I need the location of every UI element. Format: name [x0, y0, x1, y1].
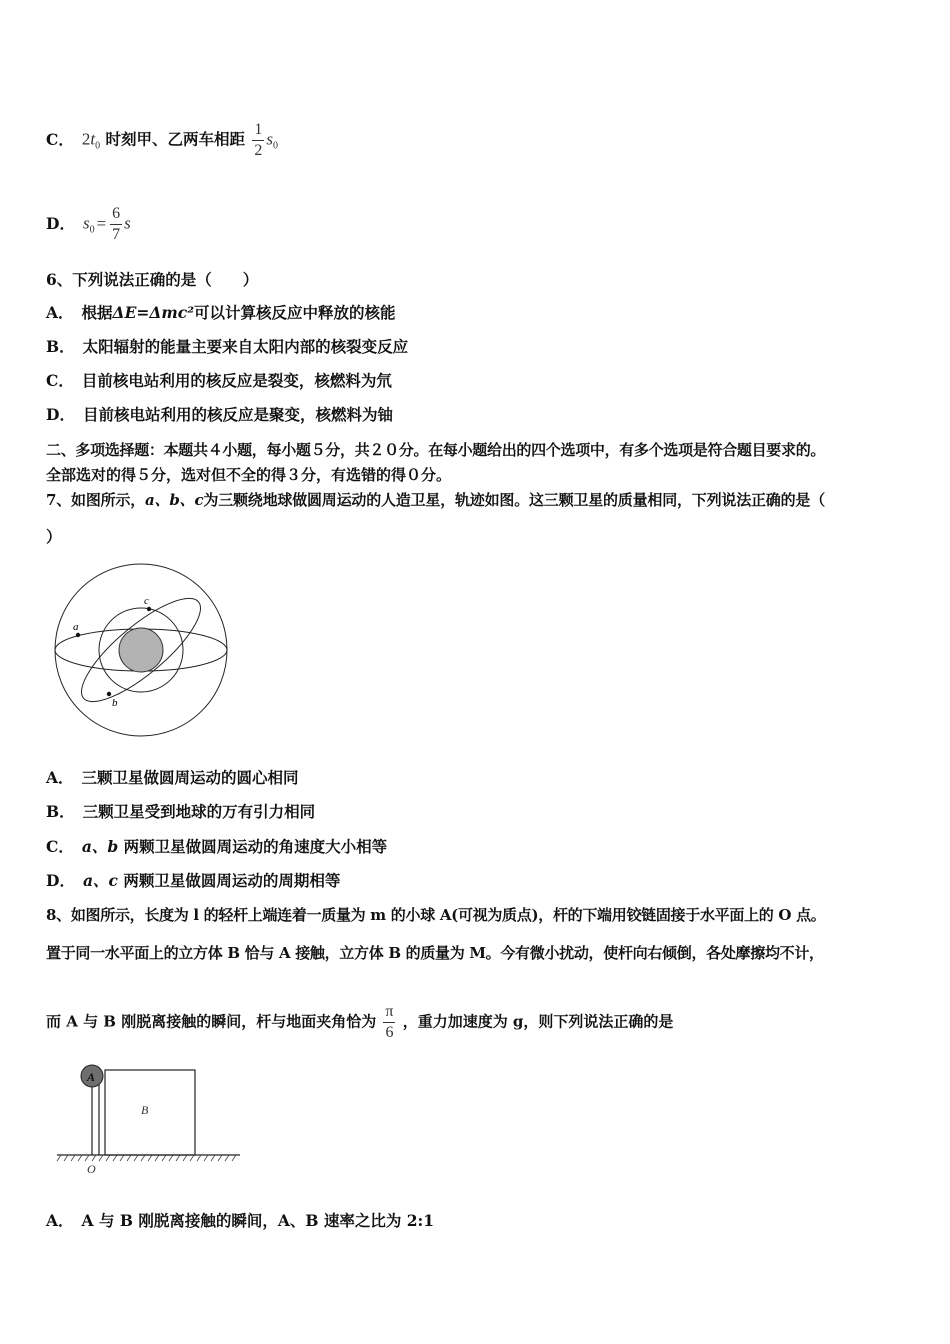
fraction-bar: [110, 224, 122, 225]
fraction-bar: [252, 140, 264, 141]
q7-stem-suffix: 为三颗绕地球做圆周运动的人造卫星，轨迹如图。这三颗卫星的质量相同，下列说法正确的是（: [203, 491, 825, 509]
fraction-pi-over-six: [383, 1004, 395, 1041]
fraction-numerator: π: [385, 1003, 394, 1020]
option-letter: D．: [46, 213, 75, 233]
q7-option-d: [46, 871, 340, 891]
option-variables: a、b: [81, 837, 119, 856]
option-text: 两颗卫星做圆周运动的角速度大小相等: [123, 837, 388, 856]
math-coefficient: 2: [81, 129, 91, 149]
q7-option-c: [46, 837, 387, 857]
option-letter: A．: [46, 768, 74, 787]
q8-stem-line3-suffix: ，重力加速度为 g，则下列说法正确的是: [402, 1012, 674, 1031]
label-a: a: [73, 621, 79, 633]
earth: [119, 628, 163, 672]
section2-heading-line1: 二、多项选择题：本题共４小题，每小题５分，共２０分。在每小题给出的四个选项中，有多个选项是符合题目要求的。: [46, 441, 826, 459]
satellite-b-dot: [107, 692, 111, 696]
math-subscript: 0: [273, 140, 279, 152]
math-variable-s: s: [124, 213, 131, 233]
fraction-bar: [383, 1022, 395, 1023]
math-variable-s: s: [266, 129, 274, 149]
satellite-orbit-figure: [52, 562, 232, 742]
rod-cube-figure: [55, 1050, 255, 1180]
math-variable-s: s: [82, 213, 90, 233]
q5-option-d: [46, 206, 131, 243]
fraction-six-sevenths: [110, 206, 122, 243]
option-text: 目前核电站利用的核反应是裂变，核燃料为氘: [81, 371, 392, 390]
q7-option-a: [46, 768, 299, 788]
fraction-denominator: 2: [254, 142, 263, 159]
option-text: 三颗卫星受到地球的万有引力相同: [82, 802, 316, 821]
math-subscript: 0: [95, 140, 101, 152]
option-variables: a、c: [82, 871, 118, 890]
fraction-numerator: 1: [254, 121, 263, 138]
math-variable-t: t: [90, 129, 96, 149]
satellite-c-dot: [147, 607, 151, 611]
fraction-half: [252, 122, 264, 159]
q8-stem-line1: 8、如图所示，长度为 l 的轻杆上端连着一质量为 m 的小球 A(可视为质点)，杆的下端用铰链固接于水平面上的 O 点。: [46, 906, 826, 924]
option-letter: C．: [46, 837, 74, 856]
q8-stem-line3: [46, 1004, 673, 1041]
option-text: 太阳辐射的能量主要来自太阳内部的核裂变反应: [82, 337, 409, 356]
option-text: 时刻甲、乙两车相距: [105, 129, 245, 149]
math-subscript: 0: [89, 224, 95, 236]
q6-option-b: [46, 337, 408, 357]
satellite-a-dot: [76, 633, 80, 637]
option-letter: A．: [46, 1211, 74, 1230]
option-text: 两颗卫星做圆周运动的周期相等: [123, 871, 341, 890]
option-text: 目前核电站利用的核反应是聚变，核燃料为铀: [82, 405, 393, 424]
section2-heading-line2: 全部选对的得５分，选对但不全的得３分，有选错的得０分。: [46, 466, 452, 484]
option-letter: C．: [46, 129, 74, 149]
q6-option-a: [46, 303, 396, 323]
label-c: c: [144, 595, 149, 607]
cube-b: [105, 1070, 195, 1155]
option-letter: B．: [46, 802, 75, 821]
q7-stem-prefix: 7、如图所示，: [46, 491, 146, 509]
option-letter: D．: [46, 871, 75, 890]
q8-stem-line2: 置于同一水平面上的立方体 B 恰与 A 接触，立方体 B 的质量为 M。今有微小扰动，使杆向右倾倒，各处摩擦均不计，: [46, 944, 824, 962]
option-letter: B．: [46, 337, 75, 356]
ground-hatching: [57, 1155, 236, 1161]
q7-stem-continuation: ）: [46, 527, 62, 546]
q8-stem-line3-prefix: 而 A 与 B 刚脱离接触的瞬间，杆与地面夹角恰为: [46, 1012, 377, 1031]
math-equals: =: [96, 213, 107, 233]
q7-stem: [46, 490, 825, 510]
fraction-denominator: 6: [385, 1024, 394, 1041]
label-cube-b: B: [141, 1103, 149, 1117]
q7-stem-variables: a、b、c: [145, 491, 204, 509]
option-text: 根据: [81, 303, 113, 322]
q8-option-a: [46, 1211, 434, 1231]
fraction-denominator: 7: [112, 226, 121, 243]
option-letter: D．: [46, 405, 75, 424]
option-text: A 与 B 刚脱离接触的瞬间，A、B 速率之比为 2:1: [81, 1211, 435, 1230]
q7-option-b: [46, 802, 315, 822]
fraction-numerator: 6: [112, 205, 121, 222]
option-text: 三颗卫星做圆周运动的圆心相同: [81, 768, 299, 787]
formula-mass-energy: ΔE=Δmc²: [112, 303, 195, 322]
option-letter: C．: [46, 371, 74, 390]
label-ball-a: A: [87, 1070, 96, 1084]
label-hinge-o: O: [87, 1162, 96, 1176]
q6-option-c: [46, 371, 392, 391]
option-letter: A．: [46, 303, 74, 322]
q6-option-d: [46, 405, 393, 425]
q5-option-c: [46, 122, 278, 159]
option-text: 可以计算核反应中释放的核能: [194, 303, 396, 322]
q6-stem: 6、下列说法正确的是（ ）: [46, 270, 259, 289]
label-b: b: [112, 697, 118, 709]
